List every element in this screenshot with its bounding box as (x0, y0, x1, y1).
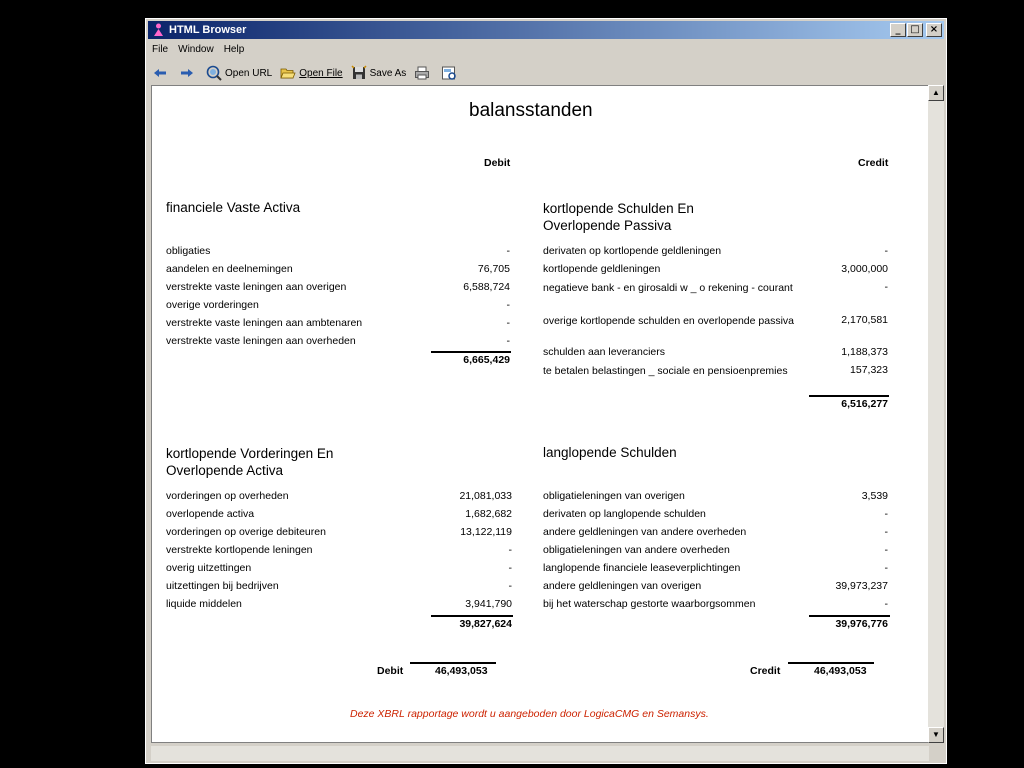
printer-icon (414, 65, 430, 81)
ls-row-label: derivaten op langlopende schulden (543, 508, 706, 520)
toolbar (152, 62, 468, 84)
back-button[interactable] (152, 65, 171, 81)
kvoa-row-label: overlopende activa (166, 508, 255, 520)
fva-row-label: verstrekte vaste leningen aan ambtenaren (166, 317, 363, 329)
ls-heading: langlopende Schulden (543, 445, 677, 460)
debit-total-label: Debit (377, 665, 404, 677)
ksop-row-label: schulden aan leveranciers (543, 346, 665, 358)
fva-total-rule (431, 351, 511, 353)
fva-row-label: verstrekte vaste leningen aan overigen (166, 281, 347, 293)
scroll-up-icon[interactable]: ▲ (928, 85, 944, 101)
credit-header: Credit (858, 157, 889, 169)
report-title: balansstanden (469, 100, 593, 121)
browser-window (145, 18, 947, 764)
globe-search-icon (206, 65, 222, 81)
save-as-label: Save As (369, 67, 407, 79)
ls-total-rule (809, 615, 890, 617)
app-icon (152, 23, 165, 37)
fva-row-value: 6,588,724 (463, 281, 510, 293)
ksop-row-value: 1,188,373 (841, 346, 888, 358)
kvoa-total-rule (431, 615, 513, 617)
ksop-row-label: te betalen belastingen _ sociale en pensioenpremies (543, 365, 788, 377)
ksop-heading: kortlopende Schulden En Overlopende Passiva (543, 201, 694, 233)
ksop-row-value: 3,000,000 (841, 263, 888, 275)
ls-row-value: - (884, 562, 888, 574)
fva-row-value: - (506, 299, 510, 311)
maximize-button[interactable]: □ (907, 23, 923, 37)
back-arrow-icon (152, 65, 168, 81)
ksop-total-rule (809, 395, 889, 397)
ksop-row-value: - (884, 281, 888, 293)
horizontal-scrollbar[interactable] (151, 746, 929, 761)
footer-note: Deze XBRL rapportage wordt u aangeboden door LogicaCMG en Semansys. (350, 708, 709, 720)
open-url-label: Open URL (225, 67, 273, 79)
kvoa-row-value: - (508, 544, 512, 556)
fva-total: 6,665,429 (463, 354, 510, 366)
open-url-button[interactable] (206, 65, 272, 81)
debit-total: 46,493,053 (435, 665, 488, 677)
fva-row-label: verstrekte vaste leningen aan overheden (166, 335, 356, 347)
open-file-label: Open File (299, 67, 343, 79)
ksop-row-value: 157,323 (850, 364, 888, 376)
kvoa-row-value: 13,122,119 (460, 526, 512, 538)
menu-window[interactable]: Window (178, 44, 214, 55)
credit-total-label: Credit (750, 665, 781, 677)
fva-row-value: - (506, 317, 510, 329)
kvoa-row-label: uitzettingen bij bedrijven (166, 580, 279, 592)
debit-header: Debit (484, 157, 511, 169)
kvoa-total: 39,827,624 (459, 618, 512, 630)
minimize-button[interactable]: _ (890, 23, 906, 37)
kvoa-row-label: vorderingen op overige debiteuren (166, 526, 326, 538)
kvoa-row-value: - (508, 562, 512, 574)
ksop-row-value: 2,170,581 (841, 314, 888, 326)
kvoa-row-value: 21,081,033 (459, 490, 512, 502)
ksop-row-label: kortlopende geldleningen (543, 263, 661, 275)
ksop-row-label: derivaten op kortlopende geldleningen (543, 245, 722, 257)
fva-row-value: - (506, 245, 510, 257)
forward-arrow-icon (179, 65, 195, 81)
kvoa-row-label: vorderingen op overheden (166, 490, 289, 502)
fva-row-label: obligaties (166, 245, 211, 257)
ls-row-label: andere geldleningen van overigen (543, 580, 702, 592)
credit-total-rule (788, 662, 874, 664)
ls-row-value: 3,539 (861, 490, 888, 502)
ksop-total: 6,516,277 (841, 398, 888, 410)
kvoa-heading: kortlopende Vorderingen En Overlopende Activa (166, 446, 334, 478)
kvoa-row-value: - (508, 580, 512, 592)
ls-row-value: - (884, 598, 888, 610)
credit-total: 46,493,053 (814, 665, 867, 677)
vertical-scrollbar[interactable] (928, 85, 944, 743)
fva-heading: financiele Vaste Activa (166, 200, 301, 215)
report-content (151, 85, 929, 743)
fva-row-value: 76,705 (477, 263, 510, 275)
save-as-button[interactable] (351, 65, 407, 81)
ls-row-value: - (884, 526, 888, 538)
ls-row-label: bij het waterschap gestorte waarborgsommen (543, 598, 756, 610)
floppy-disk-icon (351, 65, 367, 81)
scroll-down-icon[interactable]: ▼ (928, 727, 944, 743)
menu-file[interactable]: File (152, 44, 169, 55)
fva-row-value: - (506, 335, 510, 347)
menu-bar (152, 41, 244, 59)
debit-total-rule (410, 662, 496, 664)
menu-help[interactable]: Help (223, 44, 245, 55)
ls-row-label: obligatieleningen van overigen (543, 490, 685, 502)
ls-row-value: - (884, 508, 888, 520)
ls-total: 39,976,776 (835, 618, 888, 630)
folder-open-icon (280, 65, 296, 81)
ls-row-label: obligatieleningen van andere overheden (543, 544, 730, 556)
open-file-button[interactable] (280, 65, 342, 81)
fva-row-label: aandelen en deelnemingen (166, 263, 293, 275)
ls-row-value: - (884, 544, 888, 556)
forward-button[interactable] (179, 65, 198, 81)
print-preview-icon (441, 65, 457, 81)
ls-row-label: andere geldleningen van andere overheden (543, 526, 747, 538)
window-title: HTML Browser (169, 24, 247, 36)
kvoa-row-label: overig uitzettingen (166, 562, 252, 574)
kvoa-row-value: 1,682,682 (465, 508, 512, 520)
title-bar[interactable] (148, 21, 944, 39)
print-button[interactable] (414, 65, 433, 81)
print-preview-button[interactable] (441, 65, 460, 81)
kvoa-row-value: 3,941,790 (465, 598, 512, 610)
ksop-row-label: overige kortlopende schulden en overlopende passiva (543, 315, 795, 327)
ksop-row-value: - (884, 245, 888, 257)
ksop-row-label: negatieve bank - en girosaldi w _ o rekening - courant (543, 282, 793, 294)
kvoa-row-label: verstrekte kortlopende leningen (166, 544, 313, 556)
ls-row-value: 39,973,237 (835, 580, 888, 592)
fva-row-label: overige vorderingen (166, 299, 259, 311)
kvoa-row-label: liquide middelen (166, 598, 242, 610)
ls-row-label: langlopende financiele leaseverplichtingen (543, 562, 741, 574)
close-button[interactable]: × (926, 23, 942, 37)
